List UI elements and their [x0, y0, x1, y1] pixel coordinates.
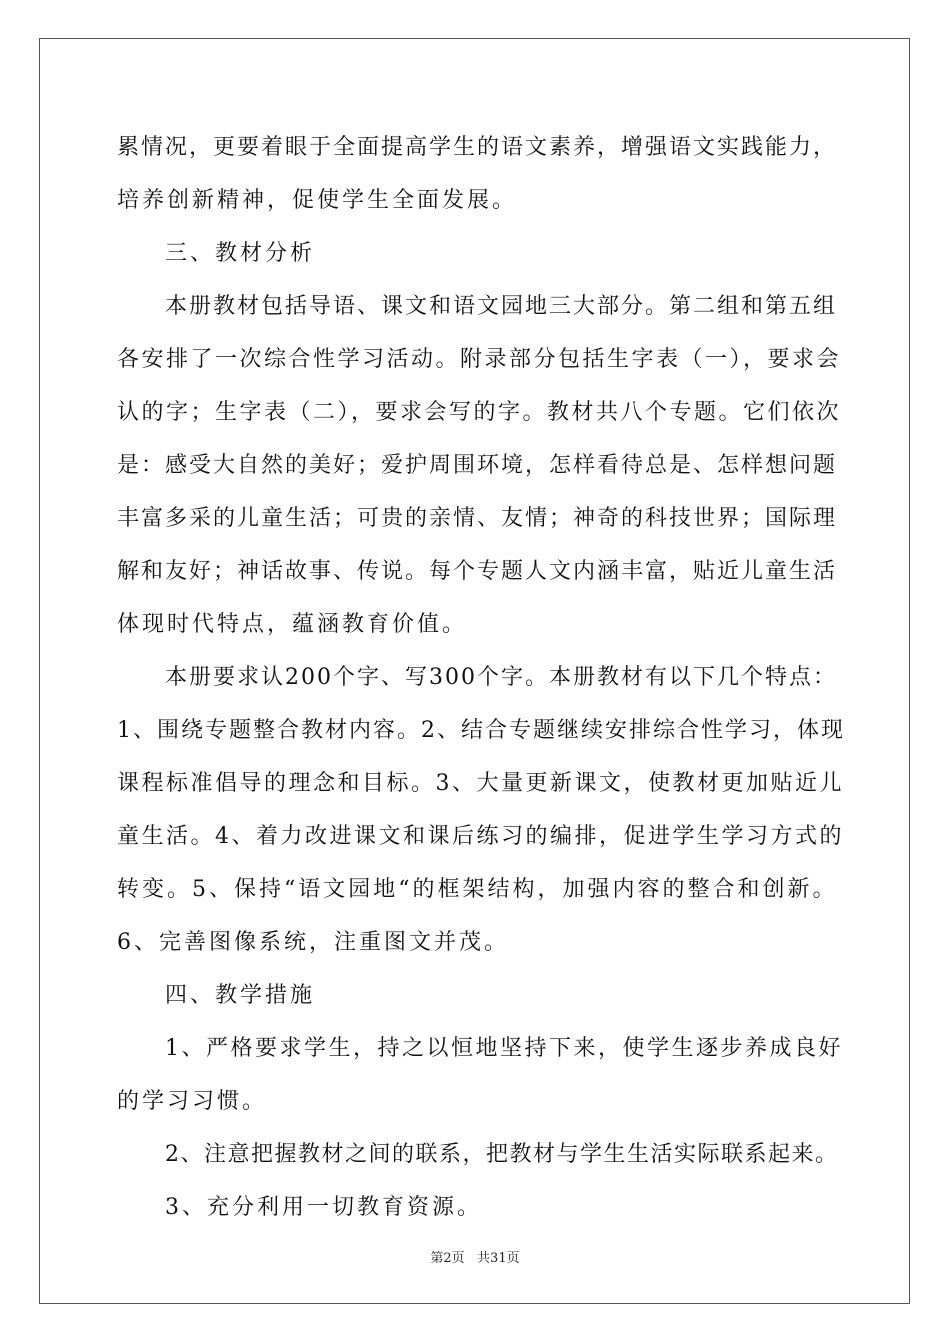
paragraph-line: 是：感受大自然的美好；爱护周围环境，怎样看待总是、怎样想问题	[117, 453, 838, 478]
paragraph-line: 各安排了一次综合性学习活动。附录部分包括生字表（一），要求会	[117, 347, 842, 372]
section-heading: 三、教材分析	[165, 241, 316, 266]
page-number-footer: 第2页 共31页	[430, 1251, 520, 1266]
paragraph-line: 累情况，更要着眼于全面提高学生的语文素养，增强语文实践能力，	[117, 135, 838, 160]
paragraph-line: 认的字；生字表（二），要求会写的字。教材共八个专题。它们依次	[117, 400, 842, 425]
paragraph-line: 体现时代特点，蕴涵教育价值。	[117, 612, 468, 637]
paragraph-line: 3、充分利用一切教育资源。	[165, 1195, 482, 1220]
paragraph-line: 2、注意把握教材之间的联系，把教材与学生生活实际联系起来。	[165, 1142, 839, 1167]
section-heading: 四、教学措施	[165, 983, 316, 1008]
paragraph-line: 1、严格要求学生，持之以恒地坚持下来，使学生逐步养成良好	[165, 1036, 843, 1061]
paragraph-line: 童生活。4、着力改进课文和课后练习的编排，促进学生学习方式的	[117, 824, 844, 849]
paragraph-line: 本册要求认200个字、写300个字。本册教材有以下几个特点：	[165, 665, 837, 690]
paragraph-line: 培养创新精神，促使学生全面发展。	[117, 188, 518, 213]
paragraph-line: 课程标准倡导的理念和目标。3、大量更新课文，使教材更加贴近儿	[117, 771, 844, 796]
paragraph-line: 1、围绕专题整合教材内容。2、结合专题继续安排综合性学习，体现	[117, 718, 845, 743]
paragraph-line: 丰富多采的儿童生活；可贵的亲情、友情；神奇的科技世界；国际理	[117, 506, 838, 531]
paragraph-line: 转变。5、保持“语文园地“的框架结构，加强内容的整合和创新。	[117, 877, 838, 902]
paragraph-line: 解和友好；神话故事、传说。每个专题人文内涵丰富，贴近儿童生活	[117, 559, 838, 584]
paragraph-line: 6、完善图像系统，注重图文并茂。	[117, 930, 509, 955]
paragraph-line: 的学习习惯。	[117, 1089, 268, 1114]
paragraph-line: 本册教材包括导语、课文和语文园地三大部分。第二组和第五组	[165, 294, 838, 319]
